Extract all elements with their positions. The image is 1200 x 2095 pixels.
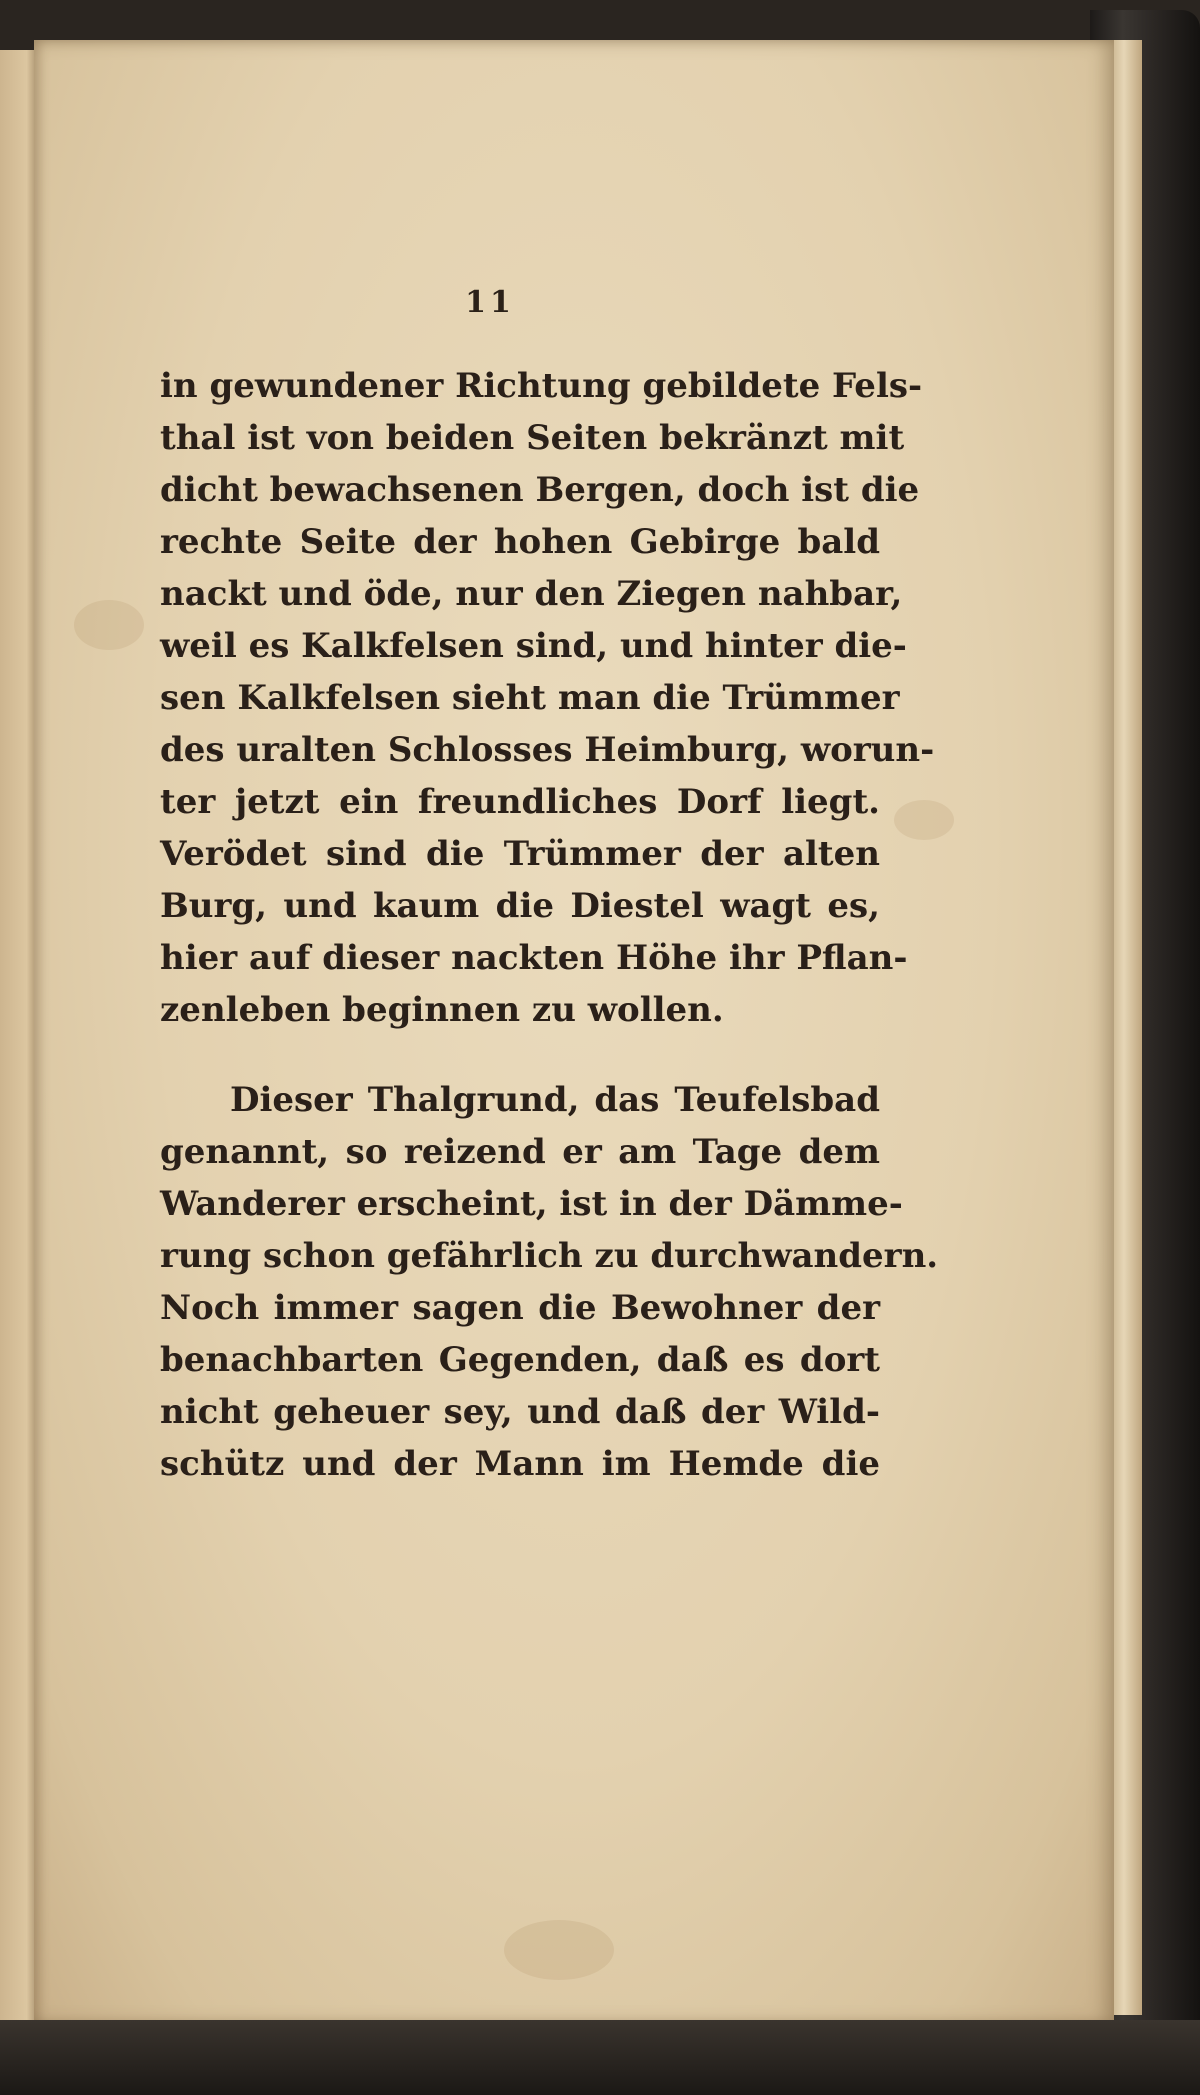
text-line: nackt und öde, nur den Ziegen nahbar, — [160, 574, 903, 614]
page-number: 11 — [465, 285, 515, 320]
body-text — [160, 360, 939, 1490]
text-line: Verödet sind die Trümmer der alten — [160, 834, 880, 874]
text-line: rung schon gefährlich zu durchwandern. — [160, 1236, 939, 1276]
page-stack-edge — [1112, 40, 1142, 2015]
text-line: weil es Kalkfelsen sind, und hinter die- — [160, 626, 907, 666]
text-line: benachbarten Gegenden, daß es dort — [160, 1340, 880, 1380]
text-line: ter jetzt ein freundliches Dorf liegt. — [160, 782, 880, 822]
text-line: Noch immer sagen die Bewohner der — [160, 1288, 880, 1328]
text-line: dicht bewachsenen Bergen, doch ist die — [160, 470, 920, 510]
text-line: des uralten Schlosses Heimburg, worun- — [160, 730, 935, 770]
paper-stain — [894, 800, 954, 840]
text-line: thal ist von beiden Seiten bekränzt mit — [160, 418, 905, 458]
paragraph-spacer — [160, 1036, 880, 1074]
text-line: zenleben beginnen zu wollen. — [160, 990, 724, 1030]
text-line: rechte Seite der hohen Gebirge bald — [160, 522, 880, 562]
text-line: Burg, und kaum die Diestel wagt es, — [160, 886, 880, 926]
left-page-edge — [0, 50, 38, 2030]
book-bottom-edge — [0, 2020, 1200, 2095]
paragraph-1 — [160, 360, 935, 1036]
paper-stain — [74, 600, 144, 650]
text-line: hier auf dieser nackten Höhe ihr Pflan- — [160, 938, 908, 978]
text-line: nicht geheuer sey, und daß der Wild- — [160, 1392, 880, 1432]
text-line: sen Kalkfelsen sieht man die Trümmer — [160, 678, 900, 718]
text-line: in gewundener Richtung gebildete Fels- — [160, 366, 923, 406]
text-line: genannt, so reizend er am Tage dem — [160, 1132, 880, 1172]
text-line: schütz und der Mann im Hemde die — [160, 1444, 880, 1484]
text-line: Dieser Thalgrund, das Teufelsbad — [230, 1080, 880, 1120]
paper-stain — [504, 1920, 614, 1980]
text-line: Wanderer erscheint, ist in der Dämme- — [160, 1184, 903, 1224]
paragraph-2 — [160, 1074, 939, 1490]
